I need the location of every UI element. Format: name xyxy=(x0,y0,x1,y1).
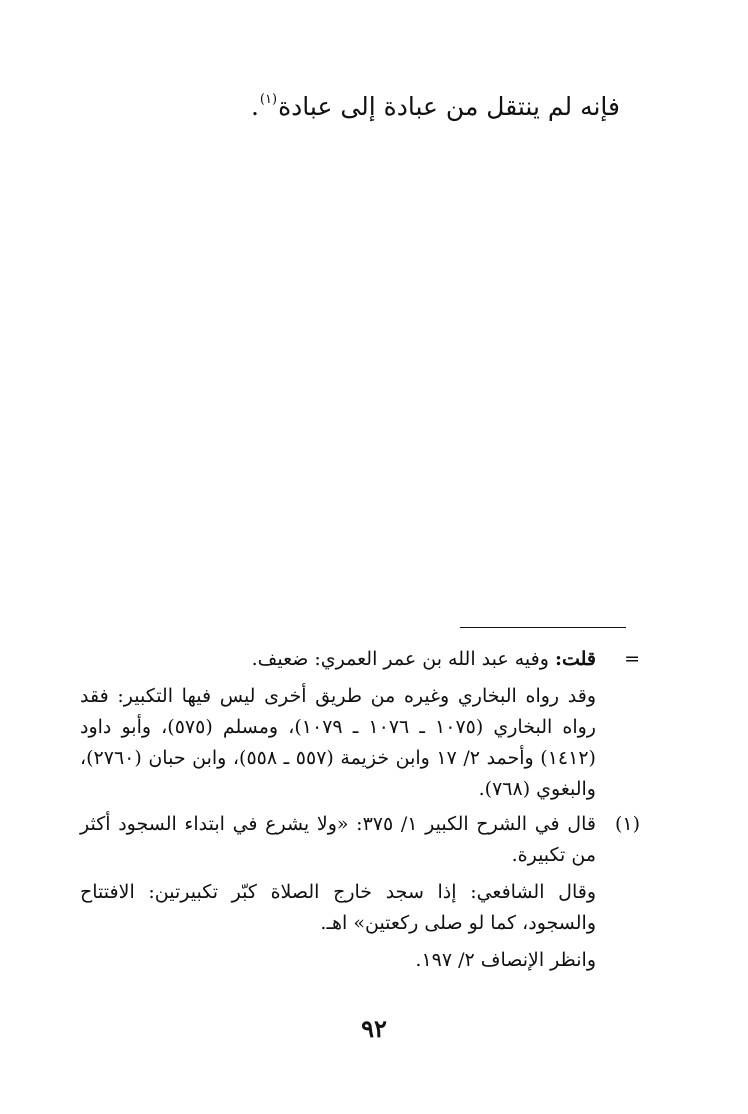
footnote-reference: (١) xyxy=(259,92,278,107)
footnote-1-body xyxy=(80,809,596,976)
footnote-continuation xyxy=(80,644,640,805)
footnote-1 xyxy=(80,809,640,976)
footnote-continuation-body xyxy=(80,644,596,805)
footnote-paragraph: وقد رواه البخاري وغيره من طريق أخرى ليس فيها التكبير: فقد رواه البخاري (١٠٧٥ ـ ١٠٧٦ ـ ١٠٧٩)، ومسلم (٥٧٥)، وأبو داود (١٤١٢) وأحمد ٢/ ١٧ وابن خزيمة (٥٥٧ ـ ٥٥٨)، وابن حبان (٢٧٦٠)، والبغوي (٧٦٨). xyxy=(80,685,596,800)
footnote-paragraph: قال في الشرح الكبير ١/ ٣٧٥: «ولا يشرع في ابتداء السجود أكثر من تكبيرة. xyxy=(80,813,596,866)
footnote-paragraph xyxy=(80,644,596,675)
main-text: فإنه لم ينتقل من عبادة إلى عبادة xyxy=(278,92,620,121)
footnote-marker: (١) xyxy=(614,813,640,835)
page-number: ٩٢ xyxy=(361,1014,387,1043)
main-text-line xyxy=(100,78,620,129)
footnote-paragraph: وقال الشافعي: إذا سجد خارج الصلاة كبّر تكبيرتين: الافتتاح والسجود، كما لو صلى ركعتين» اهـ. xyxy=(80,881,596,934)
footnote-label: قلت: xyxy=(554,648,596,670)
main-text-end: . xyxy=(250,92,259,121)
footnote-text: وفيه عبد الله بن عمر العمري: ضعيف. xyxy=(251,648,549,670)
footnote-separator xyxy=(460,627,626,628)
continuation-marker: = xyxy=(624,648,640,670)
footnotes xyxy=(80,644,640,980)
footnote-paragraph: وانظر الإنصاف ٢/ ١٩٧. xyxy=(415,949,596,971)
